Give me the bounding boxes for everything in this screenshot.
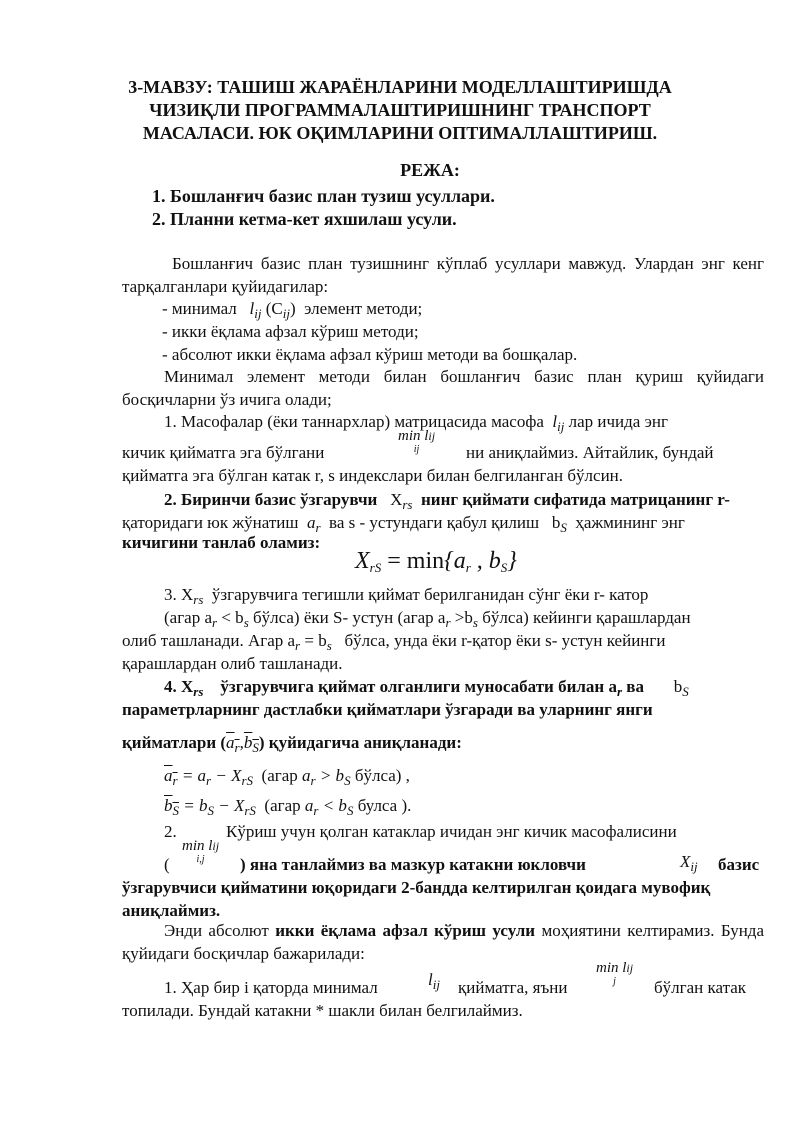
abs-step-1-line-2: топилади. Бундай катакни * шакли билан белгилаймиз. [122, 1001, 523, 1020]
plan-heading: РЕЖА: [400, 160, 460, 180]
step-1-line-3: қийматга эга бўлган катак r, s индекслари билан белгиланган бўлсин. [122, 466, 624, 485]
step-4-line-2: параметрларнинг дастлабки қийматлари ўзгаради ва уларнинг янги [122, 700, 653, 719]
step-1-line-2b: ни аниқлаймиз. Айтайлик, бундай [466, 443, 714, 462]
step-5-line-1: Кўриш учун қолган катаклар ичидан энг кичик масофалисини [226, 822, 677, 841]
step-2-line-3: кичигини танлаб оламиз: [122, 533, 321, 552]
minimal-method-intro: Минимал элемент методи билан бошланғич базис план қуриш қуйидаги босқичларни ўз ичига олади; [122, 367, 764, 409]
step-5-open-paren: ( [164, 855, 170, 874]
absolute-method-intro: Энди абсолют икки ёқлама афзал кўриш усули моҳиятини келтирамиз. Бунда қуйидаги босқичлар бажарилади: [122, 921, 764, 963]
min-formula: $X_{rS} = \min\{a_r$ , $b_S$} [355, 548, 517, 575]
title-line-3: МАСАЛАСИ. ЮК ОҚИМЛАРИНИ ОПТИМАЛЛАШТИРИШ. [142, 123, 658, 143]
step-5-line-3: ўзгарувчиси қийматини юқоридаги 2-бандда келтирилган қоидага мувофиқ [122, 878, 711, 897]
step-3-line-2: (агар $a_r < b_s$ бўлса) ёки S- устун (агар $a_r >b_s$ бўлса) кейинги қарашлардан [164, 608, 691, 630]
abs-step-1-line-1a: 1. Ҳар бир i қаторда минимал [164, 978, 378, 997]
title-line-1: 3-МАВЗУ: ТАШИШ ЖАРАЁНЛАРИНИ МОДЕЛЛАШТИРИШДА [128, 77, 672, 97]
min-lij-formula-2: min lij i,j [182, 838, 220, 865]
step-5-line-2: ) яна танлаймиз ва мазкур катакни юкловчи [240, 855, 586, 874]
step-3-line-4: қарашлардан олиб ташланади. [122, 654, 343, 673]
abs-step-1-line-1b: қийматга, яъни [458, 978, 568, 997]
min-lij-formula: min lij ij [398, 428, 436, 455]
step-4-line-3: қийматлари $(a_r,b_S)$ қуйидагича аниқланади: [122, 733, 462, 755]
step-1-line-2a: кичик қийматга эга бўлгани [122, 443, 325, 462]
step-3-line-3: олиб ташланади. Агар $a_r = b_s$ бўлса, унда ёки r-қатор ёки s- устун кейинги [122, 631, 666, 653]
step-4-line-1: 4. $X_{rs}$ ўзгарувчига қиймат олганлиги муносабати билан $a_r$ ва $b_S$ [164, 677, 689, 699]
page-title [120, 76, 680, 145]
lij-symbol: $l_{ij}$ [428, 970, 440, 992]
plan-item-2: 2. Планни кетма-кет яхшилаш усули. [152, 209, 457, 229]
step-1-line-1: 1. Масофалар (ёки таннархлар) матрицасида масофа $l_{ij}$ лар ичида энг [164, 412, 668, 434]
step-5-line-2-end: базис [718, 855, 760, 874]
step-3-line-1: 3. $X_{rs}$ ўзгарувчига тегишли қиймат берилганидан сўнг ёки r- катор [164, 585, 649, 607]
method-list-item-1: - минимал $l_{ij}$ $(C_{ij})$ элемент методи; [162, 299, 423, 321]
method-list-item-3: - абсолют икки ёқлама афзал кўриш методи ва бошқалар. [162, 345, 578, 364]
formula-ar-update: $a_r = a_r - X_{rS}$ (агар $a_r > b_S$ бўлса) , [164, 766, 410, 788]
step-2-line-1: 2. Биринчи базис ўзгарувчи $X_{rs}$ нинг қиймати сифатида матрицанинг r- [164, 490, 730, 512]
intro-paragraph: Бошланғич базис план тузишнинг кўплаб усуллари мавжуд. Улардан энг кенг тарқалганлари қуйидагилар: [122, 254, 764, 296]
title-line-2: ЧИЗИҚЛИ ПРОГРАММАЛАШТИРИШНИНГ ТРАНСПОРТ [149, 100, 651, 120]
step-5-number: 2. [164, 822, 177, 841]
step-5-line-4: аниқлаймиз. [122, 901, 221, 920]
method-list-item-2: - икки ёқлама афзал кўриш методи; [162, 322, 419, 341]
plan-item-1: 1. Бошланғич базис план тузиш усуллари. [152, 186, 495, 206]
step-2-line-2: қаторидаги юк жўнатиш $a_r$ ва s - устундаги қабул қилиш $b_S$ ҳажмининг энг [122, 513, 685, 535]
min-lij-formula-3: min lij j [596, 960, 634, 987]
formula-bs-update: $b_S = b_S - X_{rS}$ (агар $a_r < b_S$ булса ). [164, 796, 412, 818]
abs-step-1-line-1c: бўлган катак [654, 978, 747, 997]
xij-symbol: $X_{ij}$ [680, 852, 698, 874]
